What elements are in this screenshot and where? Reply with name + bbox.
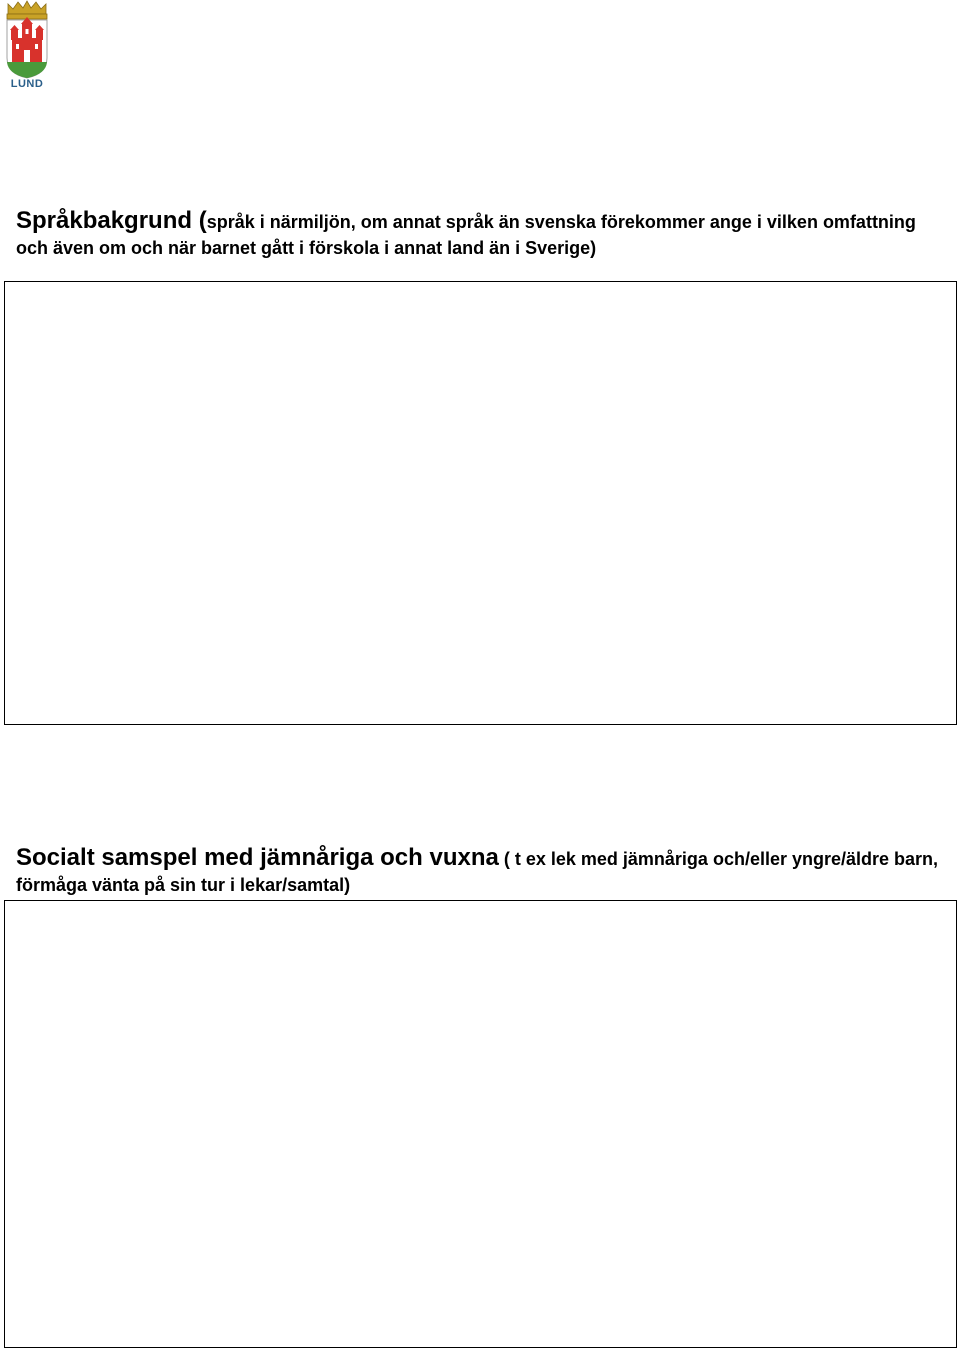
coat-of-arms-icon (2, 0, 52, 80)
logo-text: LUND (10, 78, 44, 90)
section-title: Språkbakgrund ( (16, 207, 207, 234)
section-heading-social-interaction (16, 845, 946, 899)
section-description: ( t ex lek med jämnåriga och/eller yngre/äldre barn, förmåga vänta på sin tur i lekar/samtal) (16, 849, 939, 895)
lund-coat-of-arms-logo (2, 0, 52, 96)
section-heading-language-background (16, 208, 946, 262)
language-background-answer-box[interactable] (4, 281, 957, 725)
section-title: Socialt samspel med jämnåriga och vuxna (16, 844, 499, 871)
section-description: språk i närmiljön, om annat språk än svenska förekommer ange i vilken omfattning och även om och när barnet gått i förskola i annat land än i Sverige) (16, 212, 916, 258)
social-interaction-answer-box[interactable] (4, 900, 957, 1348)
